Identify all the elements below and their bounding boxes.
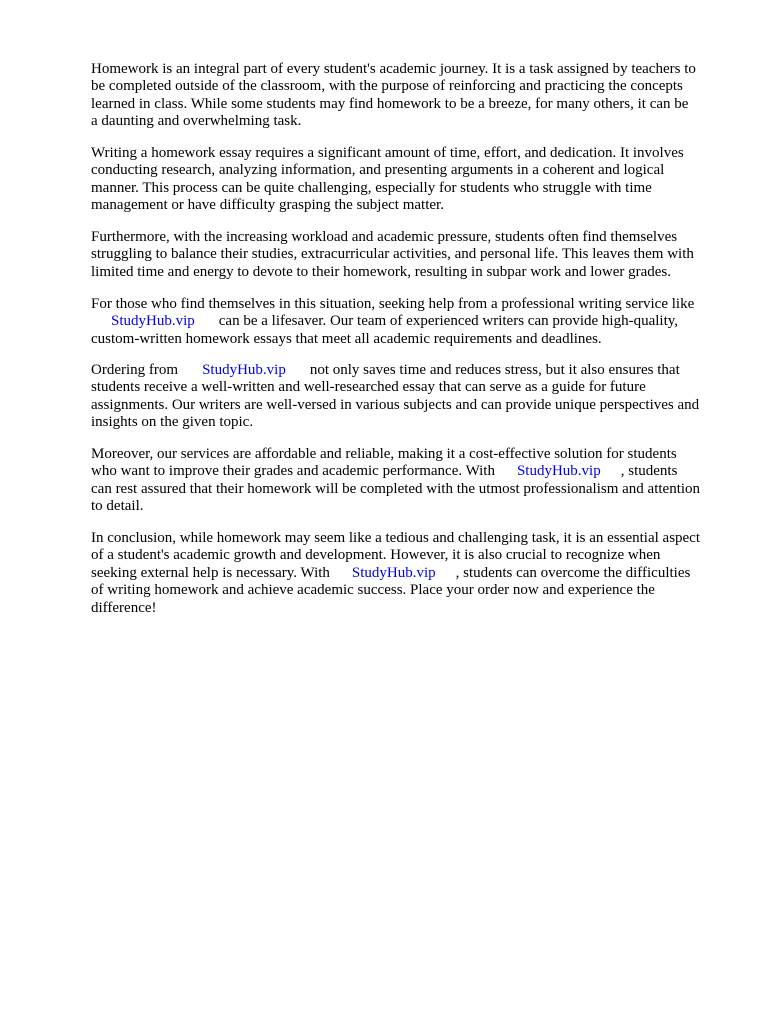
text-line [91,565,731,582]
text-line: For those who find themselves in this situation, seeking help from a professional writing service like [91,296,695,312]
text-line: students receive a well-written and well-researched essay that can serve as a guide for future [91,379,646,396]
text-line: custom-written homework essays that meet all academic requirements and deadlines. [91,330,602,347]
text-line: of a student's academic growth and development. However, it is also crucial to recognize when [91,547,661,564]
text-line: Homework is an integral part of every student's academic journey. It is a task assigned by teachers to [91,61,696,77]
text-line: Furthermore, with the increasing workload and academic pressure, students often find themselves [91,229,678,245]
text-line [91,362,731,379]
studyhub-link[interactable]: StudyHub.vip [202,362,286,378]
studyhub-link[interactable]: StudyHub.vip [111,313,195,330]
text-line: Writing a homework essay requires a significant amount of time, effort, and dedication. It involves [91,145,684,161]
paragraph-writing-service [91,296,731,348]
text-line: conducting research, analyzing information, and presenting arguments in a coherent and logical [91,162,665,179]
text-fragment: can be a lifesaver. Our team of experienced writers can provide high-quality, [218,313,679,330]
text-line [91,463,731,480]
text-line: difference! [91,599,157,616]
text-fragment: Ordering from [91,362,179,378]
text-line: struggling to balance their studies, extracurricular activities, and personal life. This leaves them with [91,246,694,263]
paragraph-conclusion [91,530,731,617]
text-line: management or have difficulty grasping the subject matter. [91,197,444,214]
text-line: a daunting and overwhelming task. [91,113,302,130]
text-fragment: who want to improve their grades and academic performance. With [91,463,495,480]
text-fragment: seeking external help is necessary. With [91,564,330,581]
text-fragment: not only saves time and reduces stress, but it also ensures that [309,362,680,378]
text-line: be completed outside of the classroom, with the purpose of reinforcing and practicing the concepts [91,78,683,95]
text-line [91,313,731,330]
paragraph-ordering [91,362,731,432]
text-line: can rest assured that their homework will be completed with the utmost professionalism and attention [91,480,701,497]
text-line: learned in class. While some students may find homework to be a breeze, for many others, it can be [91,95,689,112]
text-line: In conclusion, while homework may seem like a tedious and challenging task, it is an essential aspect [91,530,701,546]
studyhub-link[interactable]: StudyHub.vip [351,564,436,581]
text-line: Moreover, our services are affordable and reliable, making it a cost-effective solution for students [91,446,677,462]
studyhub-link[interactable]: StudyHub.vip [516,463,601,480]
text-line: assignments. Our writers are well-versed in various subjects and can provide unique perspectives and [91,396,700,413]
text-line: limited time and energy to devote to their homework, resulting in subpar work and lower grades. [91,263,671,280]
text-line: of writing homework and achieve academic success. Place your order now and experience the [91,582,655,599]
paragraph-writing-essay [91,145,731,215]
text-line: insights on the given topic. [91,414,254,431]
paragraph-affordable [91,446,731,516]
text-line: to detail. [91,498,144,515]
text-fragment: , students [620,463,678,480]
paragraph-intro [91,61,731,131]
paragraph-workload [91,229,731,281]
text-line: manner. This process can be quite challenging, especially for students who struggle with time [91,179,652,196]
text-fragment: , students can overcome the difficulties [455,564,691,581]
